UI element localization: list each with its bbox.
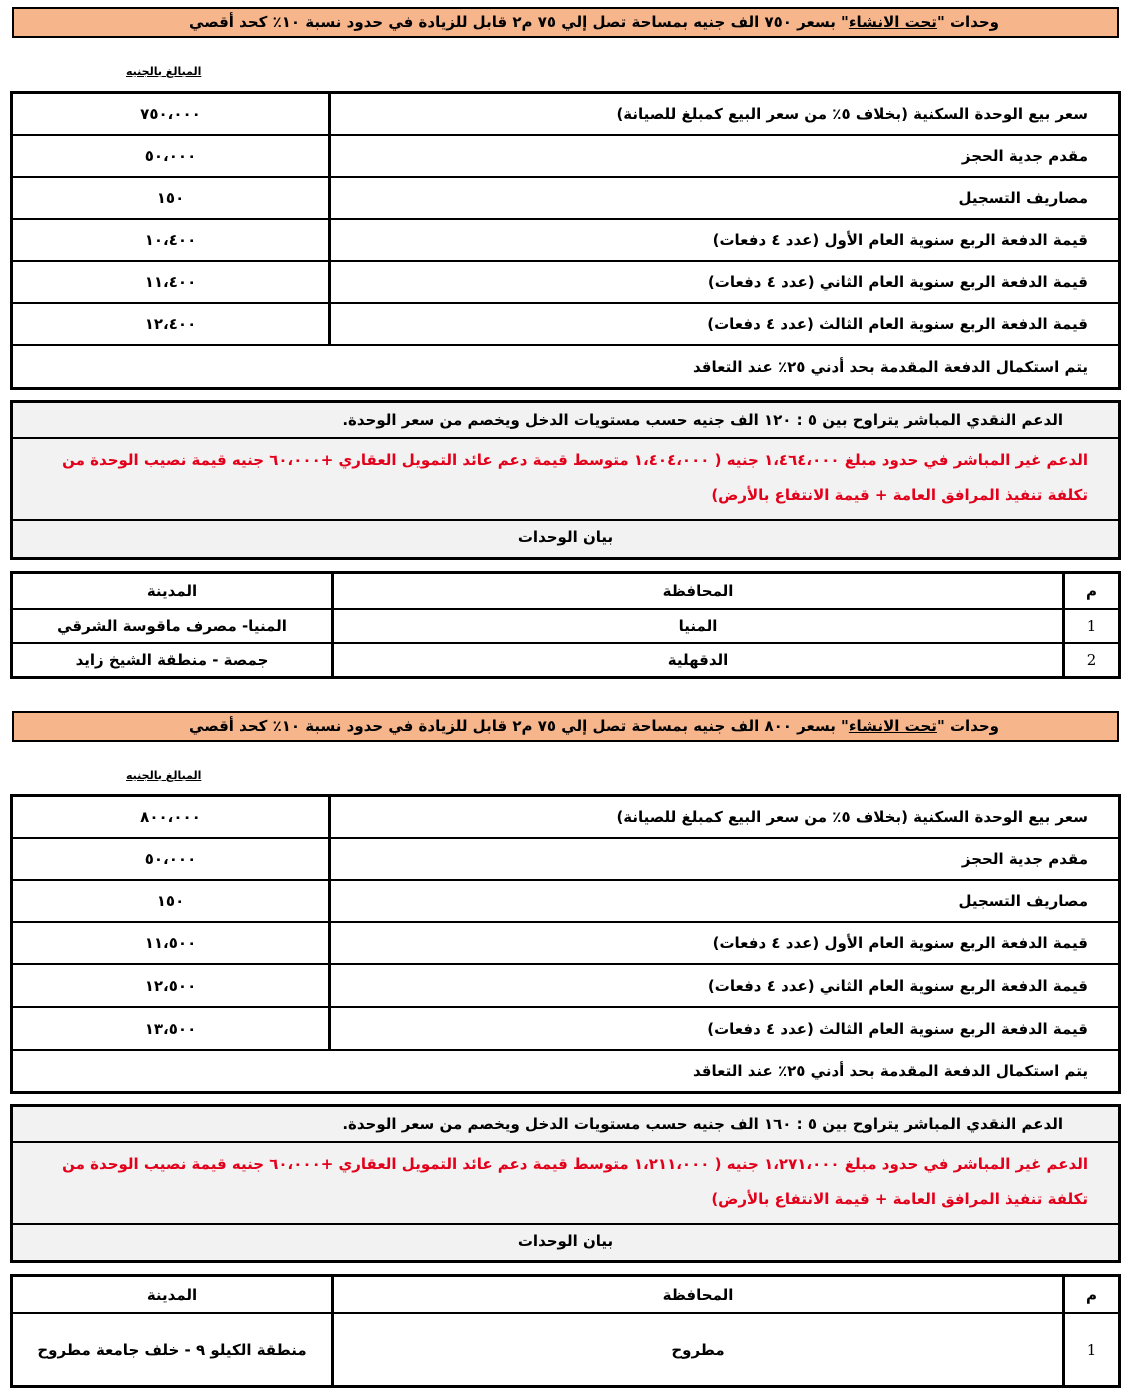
governorate-header: المحافظة: [334, 574, 1065, 608]
governorate-header: المحافظة: [334, 1277, 1065, 1312]
title-text-rest: " بسعر ٨٠٠ الف جنيه بمساحة تصل إلي ٧٥ م٢ قابل للزيادة في حدود نسبة ١٠٪ كحد أقصي: [189, 717, 849, 735]
number-header: م: [1086, 582, 1097, 600]
city-cell: جمصة - منطقة الشيخ زايد: [13, 644, 334, 676]
price-label: مقدم جدية الحجز: [961, 147, 1088, 165]
price-label: قيمة الدفعة الربع سنوية العام الأول (عدد ٤ دفعات): [712, 934, 1088, 952]
price-value: ٨٠٠،٠٠٠: [13, 797, 331, 837]
price-label: سعر بيع الوحدة السكنية (بخلاف ٥٪ من سعر البيع كمبلغ للصيانة): [616, 808, 1088, 826]
price-label: مصاريف التسجيل: [958, 189, 1088, 207]
price-value: ١٥٠: [13, 178, 331, 218]
governorate-cell: الدقهلية: [334, 644, 1065, 676]
table-header-row: [13, 574, 1118, 610]
locations-table: [10, 571, 1121, 679]
price-label: قيمة الدفعة الربع سنوية العام الثالث (عدد ٤ دفعات): [707, 1019, 1088, 1038]
table-row: [13, 644, 1118, 676]
completion-note: يتم استكمال الدفعة المقدمة بحد أدني ٢٥٪ عند التعاقد: [693, 1062, 1088, 1080]
direct-support: الدعم النقدي المباشر يتراوح بين ٥ : ١٦٠ الف جنيه حسب مستويات الدخل ويخصم من سعر الوحدة.: [13, 1107, 1118, 1143]
table-row: [13, 923, 1118, 965]
price-value: ١٢،٤٠٠: [13, 304, 331, 344]
table-header-row: [13, 1277, 1118, 1314]
price-value: ١٢،٥٠٠: [13, 965, 331, 1006]
price-table: [10, 794, 1121, 1094]
units-header: بيان الوحدات: [517, 1232, 614, 1250]
price-value: ١١،٥٠٠: [13, 923, 331, 963]
price-value: ٧٥٠،٠٠٠: [13, 94, 331, 134]
table-row: [13, 1314, 1118, 1385]
price-label: سعر بيع الوحدة السكنية (بخلاف ٥٪ من سعر البيع كمبلغ للصيانة): [616, 105, 1088, 123]
table-row: [13, 839, 1118, 881]
price-label: قيمة الدفعة الربع سنوية العام الثاني (عدد ٤ دفعات): [707, 273, 1088, 291]
section-title: [12, 7, 1119, 38]
table-row: [13, 965, 1118, 1008]
price-value: ١١،٤٠٠: [13, 262, 331, 302]
title-underlined-text: تحت الانشاء: [848, 13, 937, 31]
table-row: [13, 262, 1118, 304]
support-box: [10, 400, 1121, 560]
governorate-cell: مطروح: [334, 1314, 1065, 1385]
table-row: [13, 346, 1118, 387]
number-cell: 2: [1086, 651, 1097, 669]
unit-note: المبالغ بالجنيه: [126, 769, 202, 782]
direct-support: الدعم النقدي المباشر يتراوح بين ٥ : ١٢٠ الف جنيه حسب مستويات الدخل ويخصم من سعر الوحدة.: [13, 403, 1118, 439]
table-row: [13, 94, 1118, 136]
support-box: [10, 1104, 1121, 1263]
indirect-support: الدعم غير المباشر في حدود مبلغ ١،٢٧١،٠٠٠ جنيه ( ١،٢١١،٠٠٠ متوسط قيمة دعم عائد التمويل العقاري +٦٠،٠٠٠ جنيه قيمة نصيب الوحدة من تكلفة تنفيذ المرافق العامة + قيمة الانتفاع بالأرض): [13, 1143, 1118, 1225]
price-value: ١٣،٥٠٠: [13, 1008, 331, 1049]
units-header: بيان الوحدات: [517, 528, 614, 546]
locations-table: [10, 1274, 1121, 1388]
title-underlined-text: تحت الانشاء: [848, 717, 937, 735]
table-row: [13, 136, 1118, 178]
table-row: [13, 1051, 1118, 1091]
price-value: ١٥٠: [13, 881, 331, 921]
table-row: [13, 881, 1118, 923]
city-header: المدينة: [13, 574, 334, 608]
price-label: مقدم جدية الحجز: [961, 850, 1088, 868]
number-header: م: [1086, 1285, 1097, 1304]
governorate-cell: المنيا: [334, 610, 1065, 642]
city-cell: المنيا- مصرف ماقوسة الشرقي: [13, 610, 334, 642]
title-text-rest: " بسعر ٧٥٠ الف جنيه بمساحة تصل إلي ٧٥ م٢ قابل للزيادة في حدود نسبة ١٠٪ كحد أقصي: [189, 13, 849, 31]
title-text: وحدات ": [936, 717, 999, 735]
price-label: قيمة الدفعة الربع سنوية العام الأول (عدد ٤ دفعات): [712, 231, 1088, 249]
number-cell: 1: [1086, 1340, 1097, 1359]
price-label: قيمة الدفعة الربع سنوية العام الثالث (عدد ٤ دفعات): [707, 315, 1088, 333]
number-cell: 1: [1086, 617, 1097, 635]
table-row: [13, 610, 1118, 644]
price-value: ٥٠،٠٠٠: [13, 839, 331, 879]
price-value: ٥٠،٠٠٠: [13, 136, 331, 176]
table-row: [13, 304, 1118, 346]
price-value: ١٠،٤٠٠: [13, 220, 331, 260]
table-row: [13, 797, 1118, 839]
section-title: [12, 711, 1119, 742]
unit-note: المبالغ بالجنيه: [126, 65, 202, 78]
indirect-support: الدعم غير المباشر في حدود مبلغ ١،٤٦٤،٠٠٠ جنيه ( ١،٤٠٤،٠٠٠ متوسط قيمة دعم عائد التمويل العقاري +٦٠،٠٠٠ جنيه قيمة نصيب الوحدة من تكلفة تنفيذ المرافق العامة + قيمة الانتفاع بالأرض): [13, 439, 1118, 521]
price-table: [10, 91, 1121, 390]
table-row: [13, 1008, 1118, 1051]
title-text: وحدات ": [936, 13, 999, 31]
completion-note: يتم استكمال الدفعة المقدمة بحد أدني ٢٥٪ عند التعاقد: [693, 357, 1088, 376]
table-row: [13, 178, 1118, 220]
table-row: [13, 220, 1118, 262]
price-label: قيمة الدفعة الربع سنوية العام الثاني (عدد ٤ دفعات): [707, 976, 1088, 995]
city-header: المدينة: [13, 1277, 334, 1312]
price-label: مصاريف التسجيل: [958, 892, 1088, 910]
city-cell: منطقة الكيلو ٩ - خلف جامعة مطروح: [13, 1314, 334, 1385]
